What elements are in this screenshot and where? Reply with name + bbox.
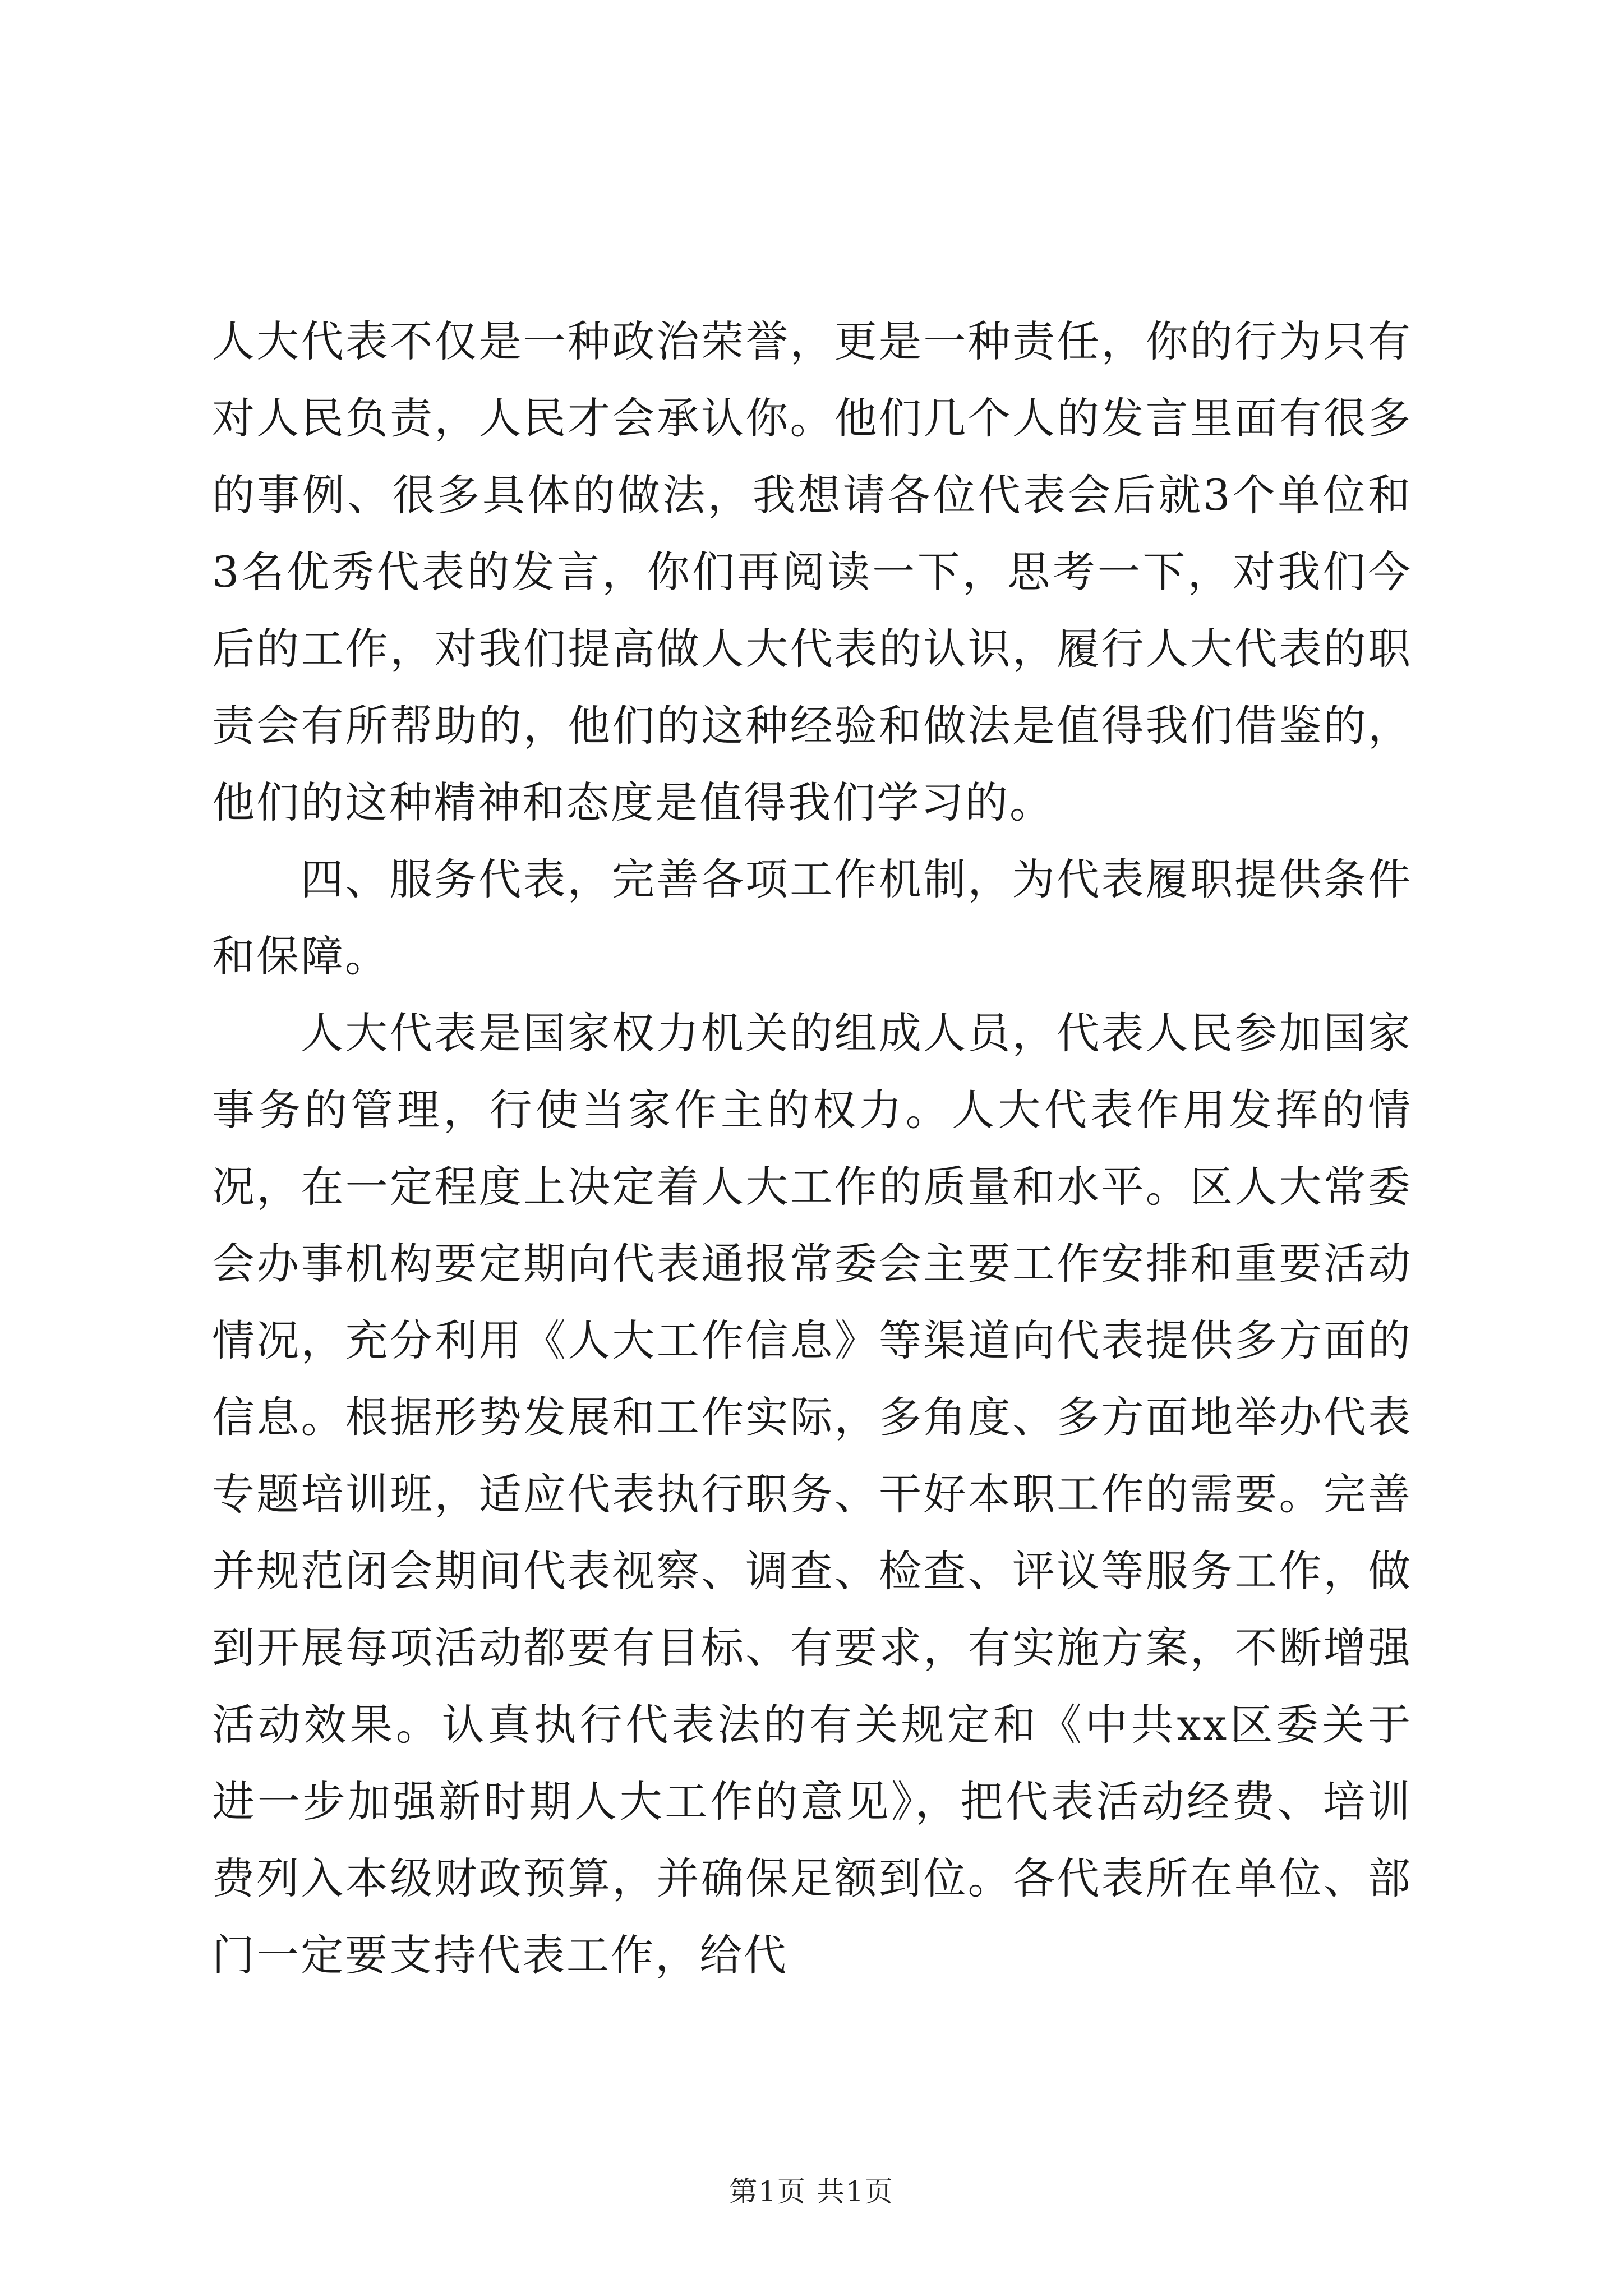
page-footer	[0, 2172, 1623, 2211]
page-number-label: 第1页 共1页	[729, 2175, 894, 2208]
paragraph-1: 人大代表不仅是一种政治荣誉，更是一种责任，你的行为只有对人民负责，人民才会承认你。他们几个人的发言里面有很多的事例、很多具体的做法，我想请各位代表会后就3个单位和3名优秀代表的发言，你们再阅读一下，思考一下，对我们今后的工作，对我们提高做人大代表的认识，履行人大代表的职责会有所帮助的，他们的这种经验和做法是值得我们借鉴的，他们的这种精神和态度是值得我们学习的。	[212, 316, 1412, 827]
document-body	[212, 303, 1412, 1994]
paragraph-3: 人大代表是国家权力机关的组成人员，代表人民参加国家事务的管理，行使当家作主的权力。人大代表作用发挥的情况，在一定程度上决定着人大工作的质量和水平。区人大常委会办事机构要定期向代表通报常委会主要工作安排和重要活动情况，充分利用《人大工作信息》等渠道向代表提供多方面的信息。根据形势发展和工作实际，多角度、多方面地举办代表专题培训班，适应代表执行职务、干好本职工作的需要。完善并规范闭会期间代表视察、调查、检查、评议等服务工作，做到开展每项活动都要有目标、有要求，有实施方案，不断增强活动效果。认真执行代表法的有关规定和《中共xx区委关于进一步加强新时期人大工作的意见》，把代表活动经费、培训费列入本级财政预算，并确保足额到位。各代表所在单位、部门一定要支持代表工作，给代	[212, 1008, 1412, 1980]
section-heading-four: 四、服务代表，完善各项工作机制，为代表履职提供条件和保障。	[212, 854, 1412, 981]
